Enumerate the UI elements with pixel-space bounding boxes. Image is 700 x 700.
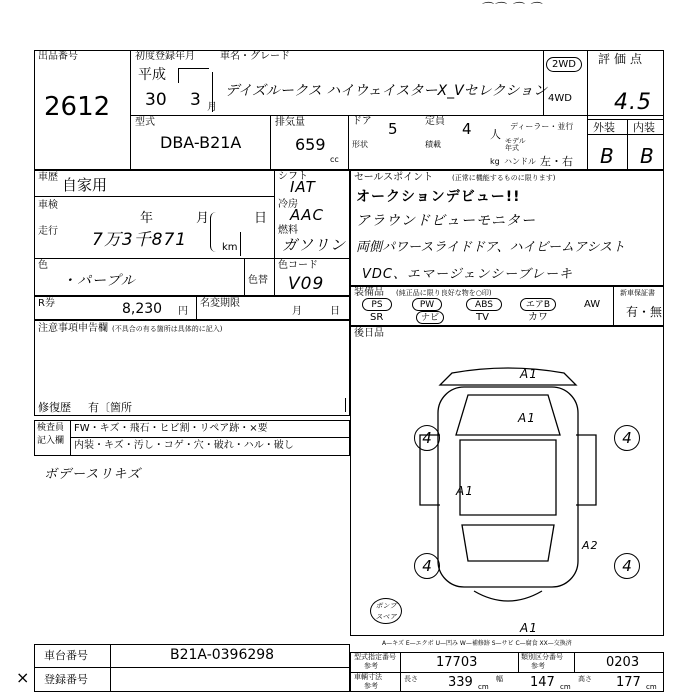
displacement-value: 659 — [295, 135, 326, 154]
repair-value: 有〔箇所 — [88, 401, 132, 414]
chassis-value: B21A-0396298 — [170, 647, 275, 663]
shift-value: IAT — [290, 178, 316, 196]
damage-mark-hood: A1 — [518, 411, 536, 425]
height-unit: cm — [646, 683, 657, 691]
after-label: 後日品 — [354, 328, 384, 339]
warranty-label: 新車保証書 — [620, 289, 655, 297]
recycle-frame — [34, 296, 350, 320]
model-label: 型式 — [135, 117, 155, 128]
color-value: ・パープル — [62, 273, 136, 289]
designation-sub: 参考 — [364, 662, 378, 670]
load-label: 積載 — [425, 140, 441, 149]
tire-front-right: 4 — [614, 425, 640, 451]
warranty-value: 有・無 — [626, 305, 663, 319]
damage-mark-front: A1 — [520, 367, 538, 381]
capacity-unit: 人 — [490, 128, 501, 141]
spare-tire-circle: ポンプ スペア — [370, 598, 402, 624]
dealer-label: ディーラー・並行 — [510, 122, 574, 131]
aircon-label: 冷房 — [278, 199, 298, 210]
height-label: 高さ — [578, 675, 592, 683]
width-label: 幅 — [496, 675, 503, 683]
registration-month-unit: 月 — [207, 102, 217, 113]
doors-label: ドア — [352, 116, 372, 127]
car-body-diagram — [380, 365, 660, 625]
equip-tv: TV — [476, 312, 489, 323]
model-value: DBA-B21A — [160, 133, 242, 152]
car-windshield — [456, 395, 560, 435]
vehicle-name-label: 車名・グレード — [220, 51, 290, 62]
recycle-label: R券 — [38, 298, 55, 309]
inspector-label-2: 記入欄 — [37, 436, 65, 446]
registration-number-label: 登録番号 — [44, 673, 88, 686]
equipment-note: (純正品に限り良好な物を○印) — [396, 289, 492, 297]
car-rear-window — [462, 525, 554, 561]
length-unit: cm — [478, 683, 489, 691]
score-ext: B — [600, 144, 615, 168]
car-cabin — [460, 440, 556, 515]
displacement-label: 排気量 — [275, 117, 305, 128]
tire-rear-right: 4 — [614, 553, 640, 579]
damage-mark-right: A2 — [582, 539, 599, 552]
model-year-label: モデル年式 — [505, 137, 526, 152]
notes-frame — [34, 320, 350, 416]
equip-ps: PS — [362, 298, 392, 311]
width-unit: cm — [560, 683, 571, 691]
cross-mark: × — [16, 668, 31, 687]
score-int: B — [640, 144, 655, 168]
mileage-unit: km — [222, 242, 238, 253]
color-label: 色 — [38, 260, 48, 271]
sales-line-2: アラウンドビューモニター — [356, 213, 536, 229]
color-code-label: 色コード — [278, 260, 318, 271]
designation-label: 型式指定番号 — [354, 653, 396, 661]
sales-line-4: VDC、エマージェンシーブレーキ — [362, 267, 573, 282]
drive-2wd-circled: 2WD — [546, 57, 582, 72]
capacity-value: 4 — [462, 120, 472, 138]
tire-front-left: 4 — [414, 425, 440, 451]
mileage-value: 7万3千871 — [92, 230, 188, 250]
lot-number: 2612 — [44, 92, 111, 122]
width-value: 147 — [530, 675, 555, 690]
registration-era: 平成 — [138, 67, 166, 83]
car-rear-bumper — [474, 591, 542, 601]
score-int-label: 内装 — [633, 121, 655, 134]
damage-mark-rear: A1 — [520, 621, 538, 635]
notes-note: (不具合の有る箇所は具体的に記入) — [112, 325, 223, 333]
top-scribble: ⌒⌒ ⌒ ⌒ — [480, 1, 542, 15]
dims-label: 車輌寸法 — [354, 673, 382, 681]
tire-rear-left: 4 — [414, 553, 440, 579]
name-change-month: 月 — [292, 306, 302, 317]
shaken-month-unit: 月 — [196, 211, 210, 226]
inspector-label-1: 検査員 — [37, 423, 65, 433]
equip-leather: カワ — [528, 312, 548, 323]
class-value: 0203 — [606, 655, 640, 670]
kg-unit: kg — [490, 157, 500, 166]
height-value: 177 — [616, 675, 641, 690]
score-ext-label: 外装 — [593, 121, 615, 134]
shape-label: 形状 — [352, 140, 368, 149]
fuel-value: ガソリン — [282, 236, 347, 254]
registration-label: 初度登録年月 — [135, 51, 195, 62]
sales-label: セールスポイント — [354, 172, 434, 183]
name-change-day: 日 — [330, 306, 340, 317]
inspector-row-2: 内装・キズ・汚し・コゲ・穴・破れ・ハル・破し — [74, 440, 294, 451]
score-label: 評価点 — [598, 52, 647, 66]
recycle-unit: 円 — [178, 306, 188, 317]
damage-legend: A—キズ E—エクボ U—凹み W—補修跡 S—サビ C—腐食 XX—交換済 — [382, 640, 572, 647]
handle-value: 左・右 — [540, 155, 573, 168]
recycle-value: 8,230 — [122, 301, 163, 317]
registration-tick — [178, 68, 209, 83]
history-value: 自家用 — [62, 176, 108, 194]
color-code-value: V09 — [288, 274, 325, 294]
sales-note: (正常に機能するものに限ります) — [452, 174, 556, 182]
capacity-label: 定員 — [425, 116, 445, 127]
name-change-label: 名変期限 — [200, 298, 240, 309]
shaken-day-unit: 日 — [254, 211, 268, 226]
dims-sub: 参考 — [364, 682, 378, 690]
lot-label: 出品番号 — [38, 51, 78, 62]
length-label: 長さ — [404, 675, 418, 683]
shaken-year-unit: 年 — [140, 211, 154, 226]
registration-month: 3 — [190, 90, 201, 110]
length-value: 339 — [448, 675, 473, 690]
equip-abs: ABS — [466, 298, 502, 311]
fuel-label: 燃料 — [278, 225, 298, 236]
equip-pw: PW — [412, 298, 442, 311]
class-label: 類別区分番号 — [521, 653, 563, 661]
shift-label: シフト — [278, 171, 308, 182]
damage-mark-left: A1 — [456, 484, 474, 498]
aircon-value: AAC — [290, 206, 324, 224]
shaken-label: 車検 — [38, 200, 58, 211]
equip-navi: ナビ — [416, 311, 444, 324]
drive-4wd: 4WD — [548, 93, 572, 104]
repair-label: 修復歴 — [38, 401, 71, 414]
equip-aw: AW — [584, 299, 601, 310]
doors-value: 5 — [388, 120, 398, 138]
inspector-row-1: FW・キズ・飛石・ヒビ割・リペア跡・×要 — [74, 423, 268, 434]
car-roof — [440, 368, 576, 385]
equip-airbag: エアB — [520, 298, 556, 311]
car-right-side — [576, 435, 596, 505]
vehicle-name: デイズルークス ハイウェイスターX_Vセレクション — [225, 83, 548, 99]
history-label: 車歴 — [38, 172, 58, 183]
sales-line-1: オークションデビュー!! — [356, 189, 521, 205]
handle-label: ハンドル — [504, 157, 536, 166]
inspector-comment: ボデースリキズ — [44, 467, 142, 482]
equip-sr: SR — [370, 312, 384, 323]
sales-line-3: 両側パワースライドドア、ハイビームアシスト — [356, 240, 626, 255]
designation-value: 17703 — [436, 655, 478, 670]
registration-year: 30 — [145, 90, 167, 110]
mileage-label: 走行 — [38, 226, 58, 237]
color-number-label: 色替 — [248, 275, 268, 286]
notes-label: 注意事項申告欄 — [38, 323, 108, 334]
score-value: 4.5 — [614, 90, 652, 115]
displacement-unit: cc — [330, 155, 339, 164]
chassis-label: 車台番号 — [44, 649, 88, 662]
equipment-label: 装備品 — [354, 287, 384, 298]
class-sub: 参考 — [531, 662, 545, 670]
